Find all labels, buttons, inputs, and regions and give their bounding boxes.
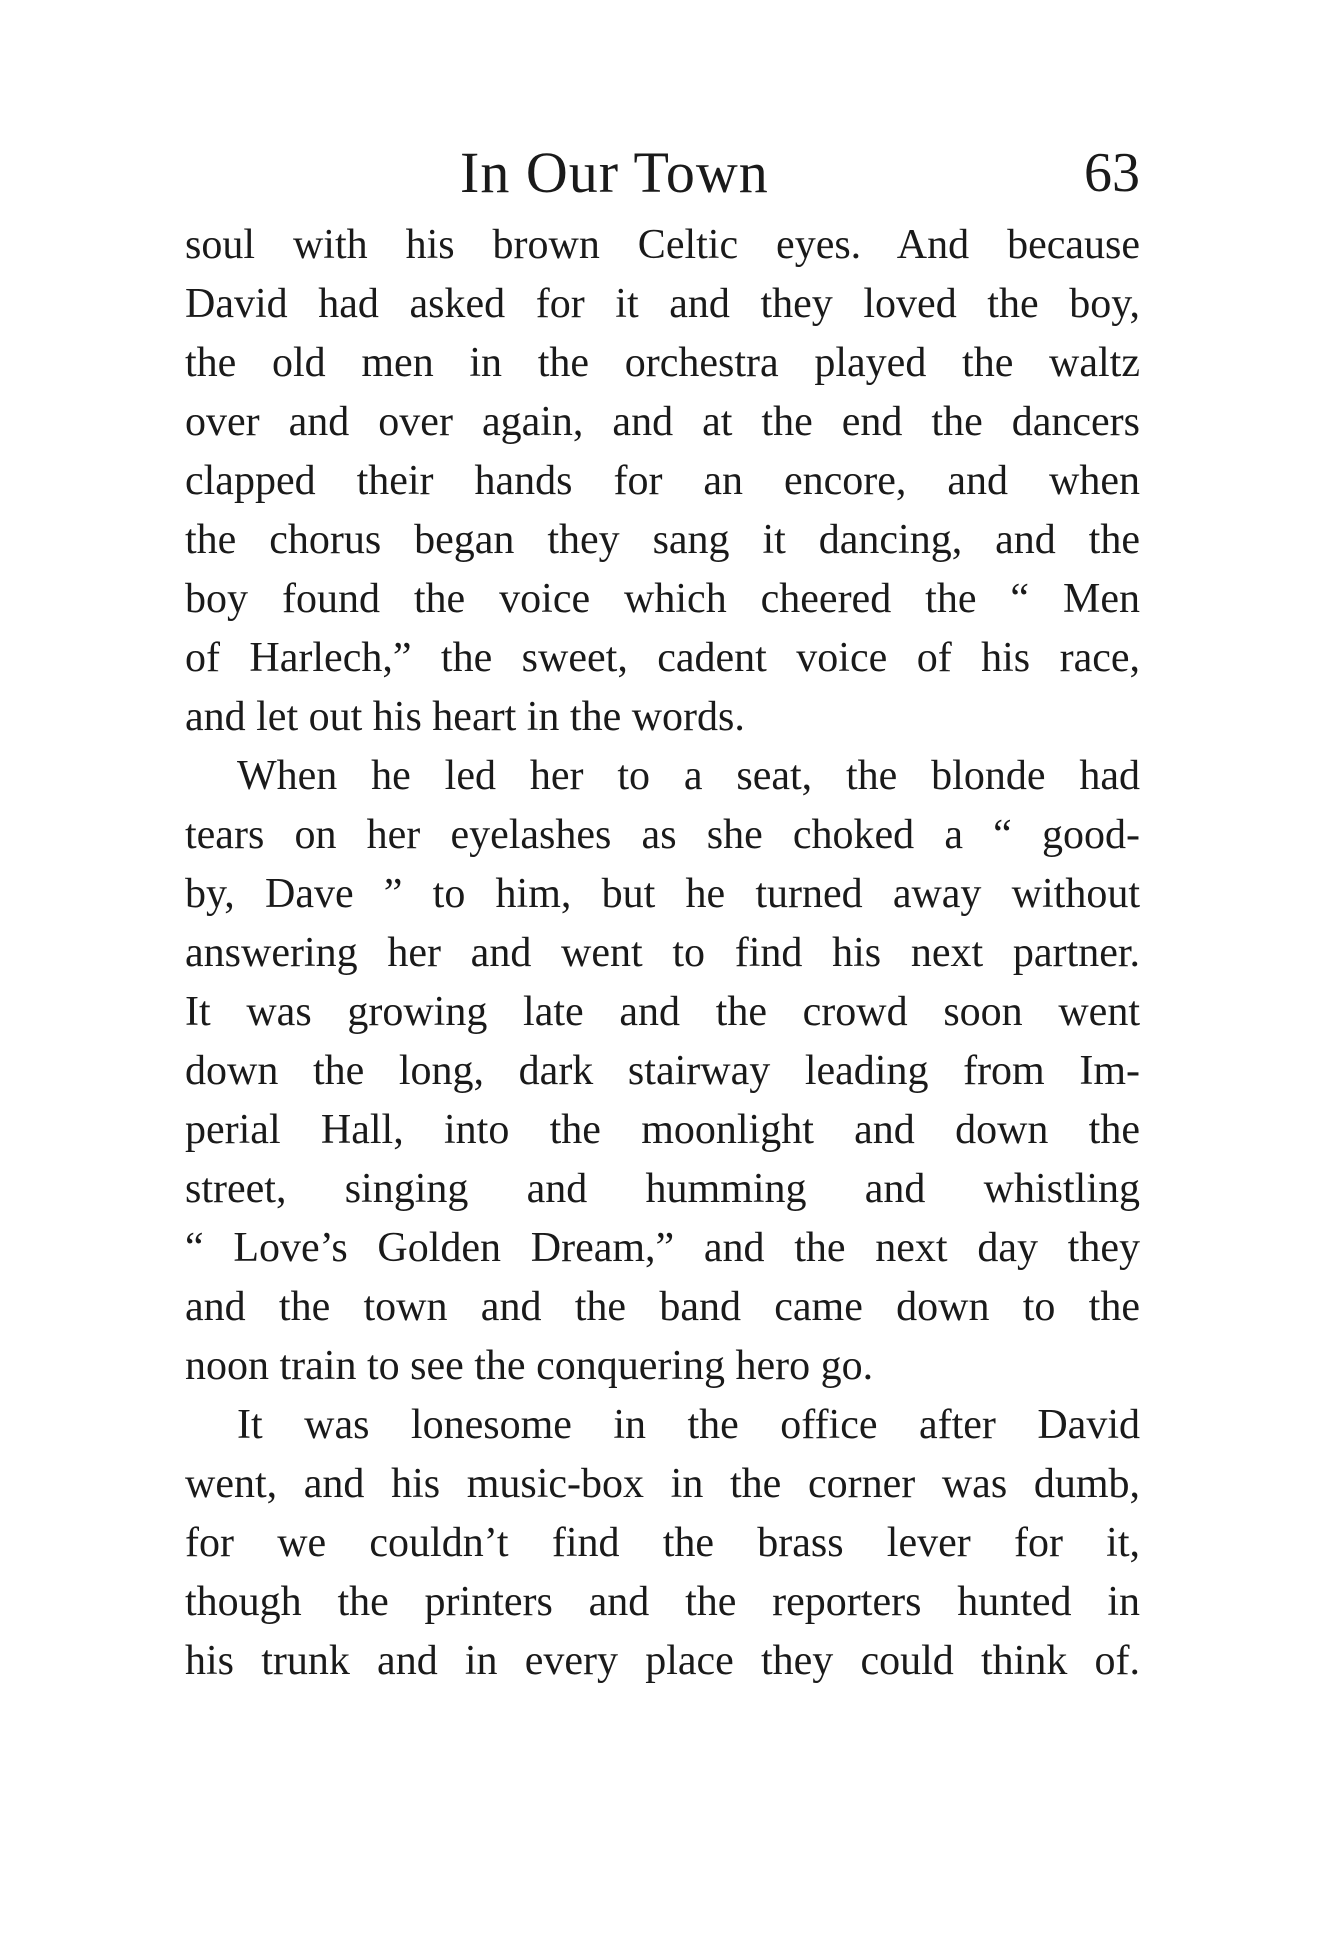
text-line: and the town and the band came down to the <box>185 1284 1140 1330</box>
paragraph-2 <box>185 747 1140 1396</box>
text-line: soul with his brown Celtic eyes. And because <box>185 222 1140 268</box>
text-line: boy found the voice which cheered the “ Men <box>185 576 1140 622</box>
paragraph-1 <box>185 216 1140 747</box>
text-line: his trunk and in every place they could think of. <box>185 1638 1140 1684</box>
page-number: 63 <box>1084 142 1140 204</box>
text-line: answering her and went to find his next partner. <box>185 930 1140 976</box>
text-line: by, Dave ” to him, but he turned away without <box>185 871 1140 917</box>
text-line: It was growing late and the crowd soon went <box>185 989 1140 1035</box>
text-line: When he led her to a seat, the blonde had <box>237 753 1140 799</box>
running-title: In Our Town <box>460 140 769 205</box>
body-text <box>185 216 1140 1691</box>
text-line: the old men in the orchestra played the waltz <box>185 340 1140 386</box>
text-line: noon train to see the conquering hero go. <box>185 1343 874 1389</box>
text-line: tears on her eyelashes as she choked a “ good- <box>185 812 1140 858</box>
running-head <box>185 140 1140 206</box>
text-line: street, singing and humming and whistling <box>185 1166 1140 1212</box>
text-line: clapped their hands for an encore, and when <box>185 458 1140 504</box>
text-line: the chorus began they sang it dancing, and the <box>185 517 1140 563</box>
text-line: went, and his music-box in the corner was dumb, <box>185 1461 1140 1507</box>
text-line: down the long, dark stairway leading from Im- <box>185 1048 1140 1094</box>
paragraph-3 <box>185 1396 1140 1691</box>
text-line: over and over again, and at the end the dancers <box>185 399 1140 445</box>
text-line: “ Love’s Golden Dream,” and the next day they <box>185 1225 1140 1271</box>
text-line: It was lonesome in the office after David <box>237 1402 1140 1448</box>
text-line: though the printers and the reporters hunted in <box>185 1579 1140 1625</box>
text-line: for we couldn’t find the brass lever for it, <box>185 1520 1140 1566</box>
text-line: David had asked for it and they loved the boy, <box>185 281 1140 327</box>
text-line: of Harlech,” the sweet, cadent voice of his race, <box>185 635 1140 681</box>
text-line: perial Hall, into the moonlight and down the <box>185 1107 1140 1153</box>
text-line: and let out his heart in the words. <box>185 694 745 740</box>
